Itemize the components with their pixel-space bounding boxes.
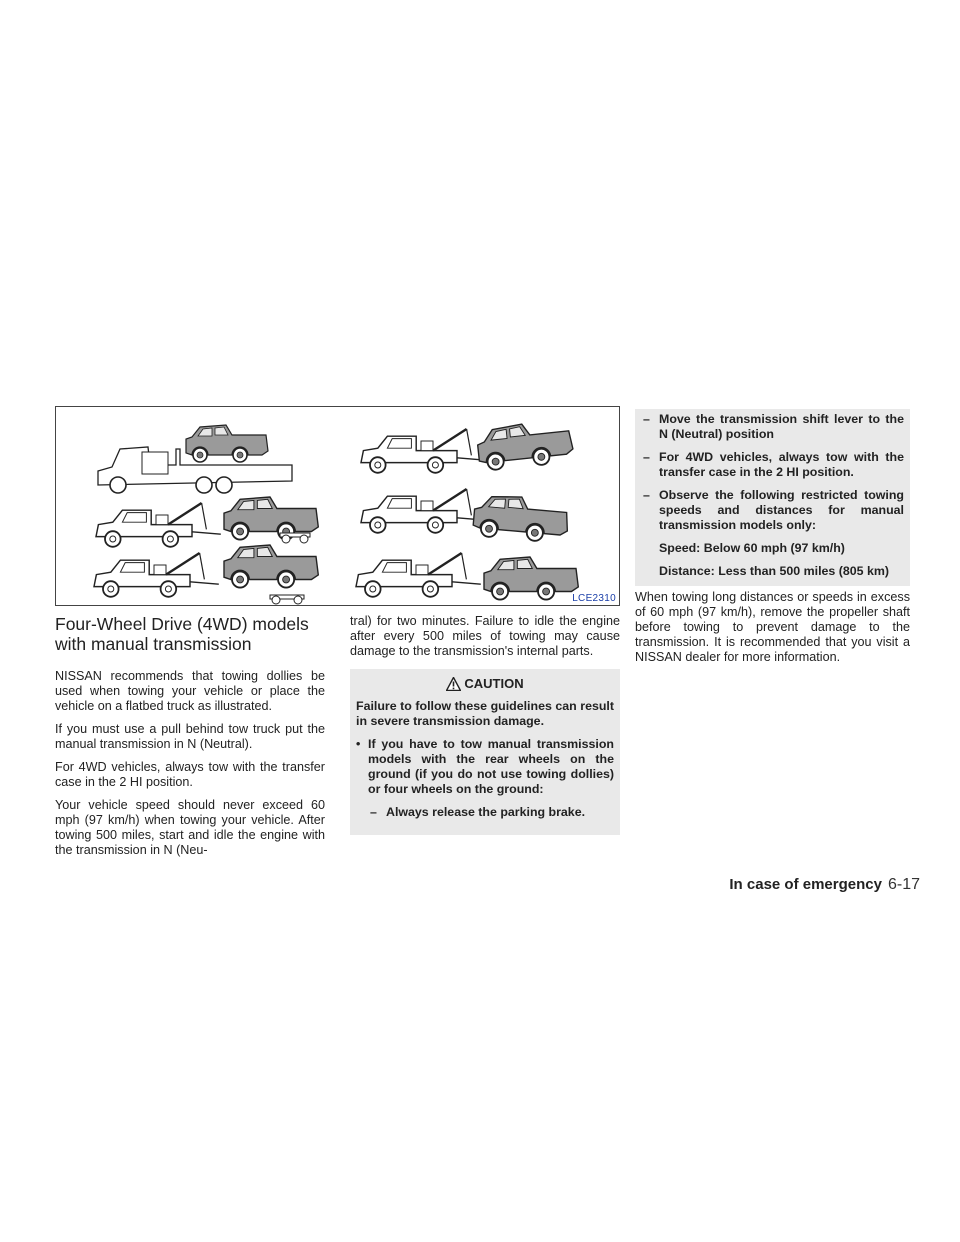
page-number: 6-17 [887, 876, 920, 893]
figure-code: LCE2310 [572, 593, 616, 604]
section-title [55, 614, 325, 654]
flatbed-truck-drawing [98, 425, 292, 493]
caution-header [356, 669, 614, 699]
footer-section-name: In case of emergency [729, 876, 882, 893]
paragraph-propeller-shaft: When towing long distances or speeds in excess of 60 mph (97 km/h), remove the propeller shaft before towing to prevent damage to the transmission. It is recommended that you visit a NISSAN dealer for more information. [635, 590, 910, 664]
paragraph-speed: Your vehicle speed should never exceed 60 mph (97 km/h) when towing your vehicle. After towing 500 miles, start and idle the engine with the transmission in N (Neu- [55, 798, 325, 857]
caution-item-text: Move the transmission shift lever to the N (Neutral) position [659, 412, 904, 441]
tow-lift-drawing-2 [361, 489, 570, 544]
towing-diagram [56, 407, 621, 607]
caution-item-restrictions [643, 488, 904, 533]
dash-mark: – [643, 412, 650, 426]
warning-icon [446, 677, 461, 691]
column-3 [635, 409, 910, 673]
section-title-line-2: with manual transmission [55, 634, 252, 654]
caution-item-text: For 4WD vehicles, always tow with the transfer case in the 2 HI position. [659, 450, 904, 479]
caution-intro: Failure to follow these guidelines can result in severe transmission damage. [356, 699, 614, 728]
column-1 [55, 614, 325, 866]
towing-illustration [55, 406, 620, 606]
paragraph-idle: tral) for two minutes. Failure to idle the engine after every 500 miles of towing may cause damage to the transmission's internal parts. [350, 614, 620, 658]
caution-item-text: Always release the parking brake. [386, 805, 586, 819]
dash-mark: – [370, 805, 377, 819]
caution-title: CAUTION [464, 676, 524, 691]
paragraph-4wd: For 4WD vehicles, always tow with the transfer case in the 2 HI position. [55, 760, 325, 789]
caution-bullet [356, 737, 614, 797]
speed-limit: Speed: Below 60 mph (97 km/h) [659, 541, 845, 555]
dash-mark: – [643, 450, 650, 464]
paragraph-neutral: If you must use a pull behind tow truck put the manual transmission in N (Neutral). [55, 722, 325, 751]
caution-box-continued [635, 409, 910, 586]
paragraph-dollies: NISSAN recommends that towing dollies be used when towing your vehicle or place the vehicle on a flatbed truck as illustrated. [55, 669, 325, 713]
tow-lift-drawing-3 [356, 553, 578, 600]
section-title-line-1: Four-Wheel Drive (4WD) models [55, 614, 309, 634]
caution-bullet-text: If you have to tow manual transmission models with the rear wheels on the ground (if you do not use towing dollies) or four wheels on the ground: [368, 737, 614, 796]
page-footer [729, 876, 920, 894]
bullet-mark: • [356, 737, 361, 751]
caution-item-text: Observe the following restricted towing speeds and distances for manual transmission models only: [659, 488, 904, 532]
dash-mark: – [643, 488, 650, 502]
tow-dolly-drawing-1 [96, 497, 318, 547]
column-2 [350, 614, 620, 835]
caution-item-2hi [643, 450, 904, 480]
distance-limit: Distance: Less than 500 miles (805 km) [659, 564, 890, 578]
caution-box [350, 669, 620, 835]
tow-dolly-drawing-2 [94, 545, 318, 604]
tow-lift-drawing-1 [361, 419, 574, 473]
caution-item-parking-brake [370, 805, 614, 820]
caution-item-neutral [643, 412, 904, 442]
